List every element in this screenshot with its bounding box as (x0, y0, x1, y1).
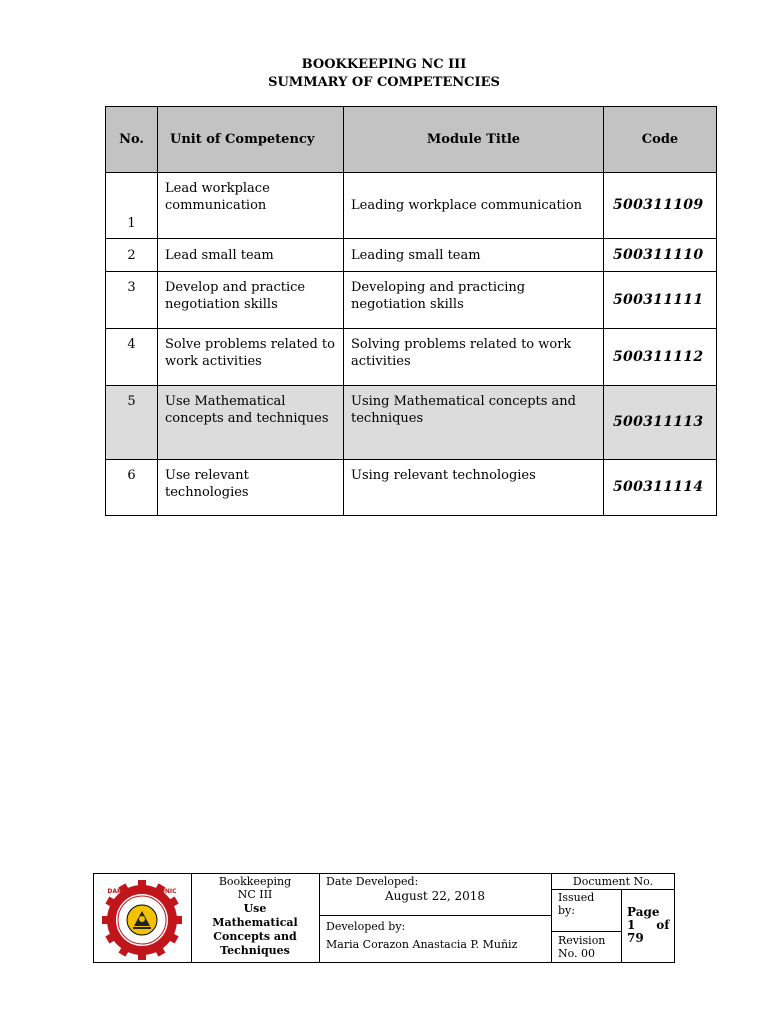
svg-text:2012: 2012 (133, 947, 151, 954)
document-footer (93, 873, 675, 963)
row-no: 2 (106, 239, 158, 272)
footer-document-label: Document No. (572, 875, 654, 888)
table-row (106, 239, 717, 272)
header-module: Module Title (344, 107, 604, 173)
row-no: 5 (106, 386, 158, 460)
document-title: BOOKKEEPING NC III (301, 57, 467, 72)
row-unit: Use Mathematical concepts and techniques (158, 386, 344, 460)
table-header-row (106, 107, 717, 173)
footer-developer: Maria Corazon Anastacia P. Muñiz (326, 938, 518, 951)
row-module: Leading workplace communication (344, 173, 604, 239)
row-module: Using relevant technologies (344, 460, 604, 516)
footer-date-label: Date Developed: (326, 875, 419, 888)
footer-qualification: Bookkeeping NC III Use Mathematical Concepts and Techniques (212, 875, 298, 957)
row-unit: Lead small team (158, 239, 344, 272)
row-unit: Develop and practice negotiation skills (158, 272, 344, 329)
footer-issued-label: Issued by: (558, 891, 595, 917)
competencies-table (105, 106, 717, 516)
row-code: 500311112 (604, 329, 717, 386)
row-no: 1 (106, 173, 158, 239)
table-row (106, 272, 717, 329)
header-no: No. (106, 107, 158, 173)
row-code: 500311109 (604, 173, 717, 239)
footer-date-value: August 22, 2018 (384, 889, 486, 903)
svg-text:DARBI POLYTECHNIC: DARBI POLYTECHNIC (107, 888, 177, 895)
institute-logo-icon (102, 880, 182, 960)
footer-developed-label: Developed by: (326, 920, 406, 933)
row-no: 6 (106, 460, 158, 516)
header-code: Code (604, 107, 717, 173)
table-row (106, 386, 717, 460)
row-unit: Use relevant technologies (158, 460, 344, 516)
row-code: 500311113 (604, 386, 717, 460)
footer-revision: Revision No. 00 (558, 934, 606, 960)
document-subtitle: SUMMARY OF COMPETENCIES (268, 75, 500, 90)
footer-page-indicator: Page 1 of 79 (627, 905, 670, 945)
table-row (106, 173, 717, 239)
row-module: Leading small team (344, 239, 604, 272)
row-code: 500311111 (604, 272, 717, 329)
row-module: Solving problems related to work activities (344, 329, 604, 386)
row-module: Developing and practicing negotiation skills (344, 272, 604, 329)
header-unit: Unit of Competency (158, 107, 344, 173)
row-no: 3 (106, 272, 158, 329)
row-code: 500311114 (604, 460, 717, 516)
row-module: Using Mathematical concepts and techniques (344, 386, 604, 460)
row-unit: Solve problems related to work activities (158, 329, 344, 386)
row-code: 500311110 (604, 239, 717, 272)
table-row (106, 460, 717, 516)
table-row (106, 329, 717, 386)
row-no: 4 (106, 329, 158, 386)
row-unit: Lead workplace communication (158, 173, 344, 239)
